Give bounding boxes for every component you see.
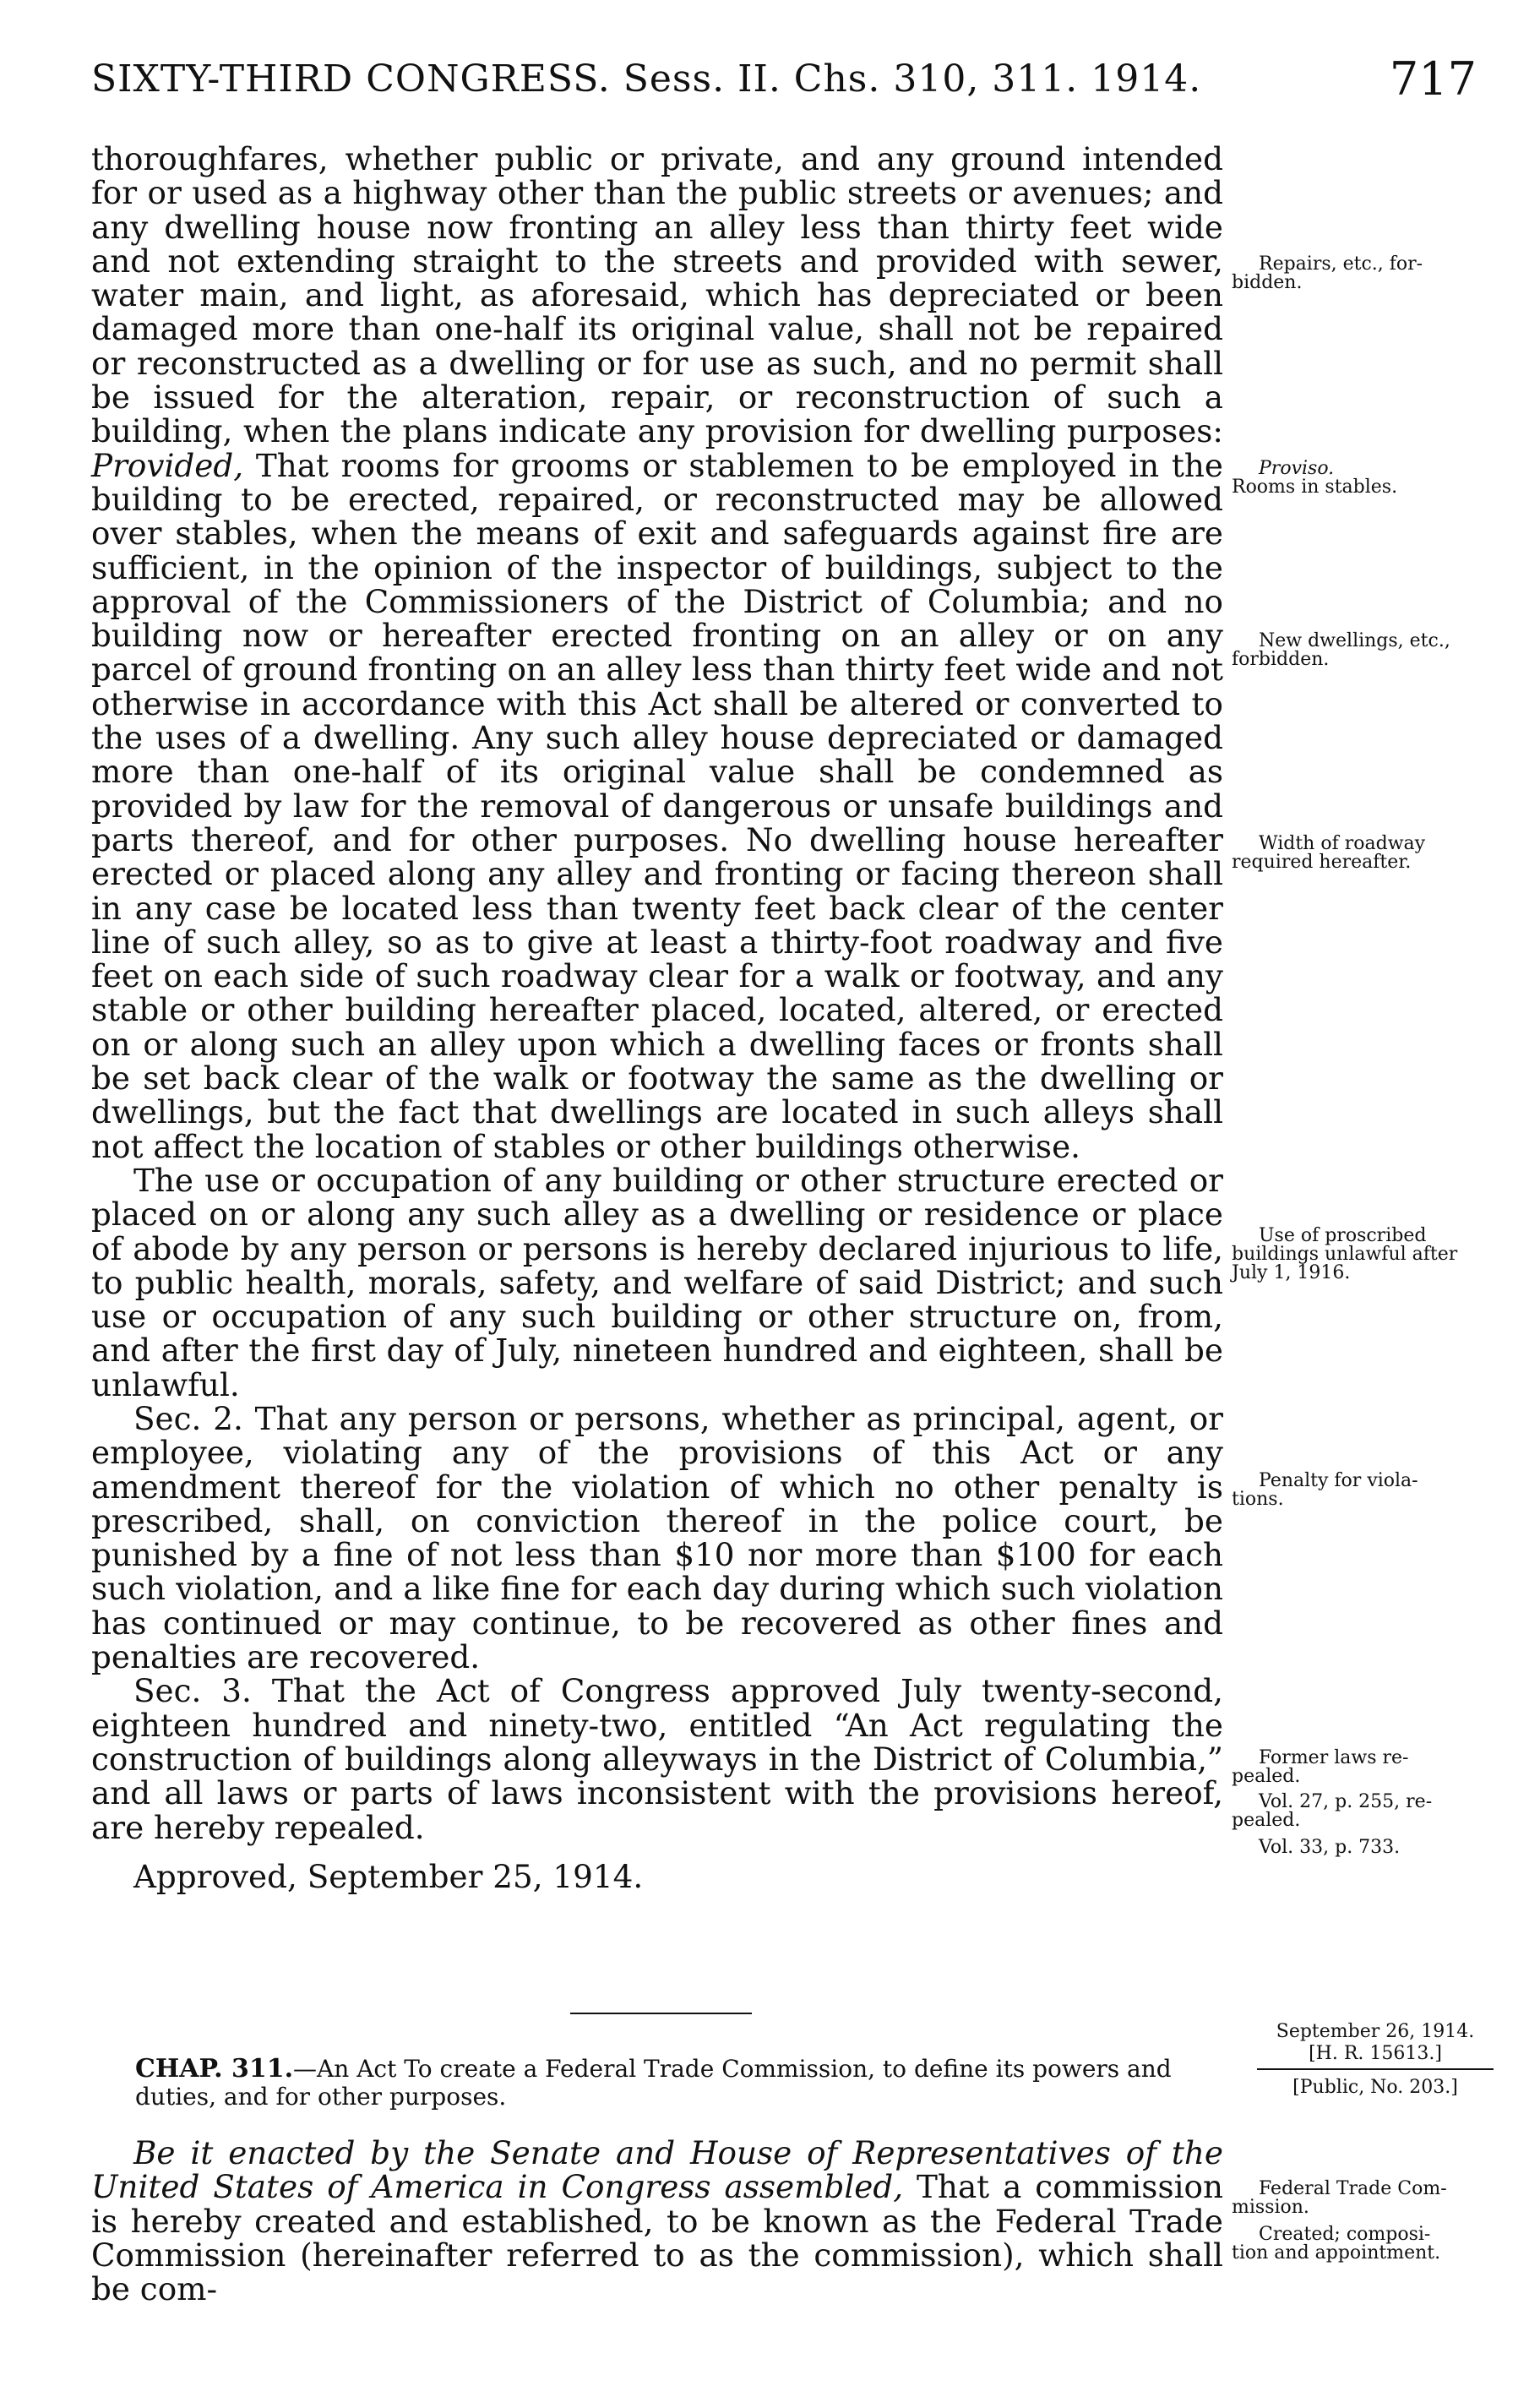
margin-note: Vol. 27, p. 255, re- pealed.	[1232, 1791, 1433, 1831]
section-divider	[570, 2013, 752, 2014]
section-2: Sec. 2. That any person or persons, whether as principal, agent, or employee, violating any of the provisions of this Act or any amendment thereof for the violation of which no other penalty is prescribed, shall, on conviction thereof in the police court, be punished by a fine of not less than $10 nor more than $100 for each such violation, and a like fine for each day during which such violation has continued or may continue, to be recovered as other fines and penalties are recovered.	[91, 1399, 1223, 1676]
margin-note: Former laws re- pealed.	[1232, 1747, 1409, 1787]
enacting-text: That a commission is hereby created and established, to be known as the Federal Trade Commission (hereinafter referred to as the commission), which shall be com-	[91, 2168, 1223, 2308]
margin-note: Width of roadway required hereafter.	[1232, 833, 1426, 873]
margin-note: Use of proscribed buildings unlawful after July 1, 1916.	[1232, 1225, 1458, 1283]
margin-note: Proviso. Rooms in stables.	[1232, 458, 1398, 498]
bill-number: [H. R. 15613.]	[1309, 2043, 1442, 2064]
chapter-310-body	[91, 142, 1223, 1893]
margin-note: Repairs, etc., for- bidden.	[1232, 253, 1423, 293]
chapter-date: September 26, 1914.	[1276, 2021, 1475, 2042]
enacting-paragraph	[91, 2136, 1223, 2306]
margin-note: New dwellings, etc., forbidden.	[1232, 630, 1450, 670]
chapter-info	[1257, 2021, 1494, 2099]
paragraph-alley-dwellings	[91, 142, 1223, 1163]
margin-note: Vol. 33, p. 733.	[1259, 1837, 1401, 1858]
running-head: SIXTY-THIRD CONGRESS. Sess. II. Chs. 310, 311. 1914.	[91, 57, 1202, 101]
chapter-title: —An Act To create a Federal Trade Commission, to define its powers and duties, and for other purposes.	[135, 2055, 1172, 2111]
page-number: 717	[1389, 52, 1477, 106]
enacting-clause-block	[91, 2136, 1223, 2306]
enacting-clause: Be it enacted by the Senate and House of Representatives of the United States of America in Congress assembled,	[91, 2134, 1223, 2206]
paragraph-use-unlawful: The use or occupation of any building or other structure erected or placed on or along any such alley as a dwelling or residence or place of abode by any person or persons is hereby declared injurious to life, to public health, morals, safety, and welfare of said District; and such use or occupation of any such building or other structure on, from, and after the first day of July, nineteen hundred and eighteen, shall be unlawful.	[91, 1161, 1223, 1403]
chapter-heading	[135, 2055, 1225, 2111]
chapter-info-rule	[1257, 2068, 1494, 2070]
margin-note: Penalty for viola- tions.	[1232, 1470, 1418, 1510]
public-law-number: [Public, No. 203.]	[1292, 2077, 1458, 2098]
chapter-label: CHAP. 311.	[135, 2054, 294, 2084]
paragraph-text: That rooms for grooms or stablemen to be employed in the building to be erected, repaired, or reconstructed may be allowed over stables, when the means of exit and safeguards against fire are sufficient, in the opinion of the inspector of buildings, subject to the approval of the Commissioners of the District of Columbia; and no building now or hereafter erected fronting on an alley or on any parcel of ground fronting on an alley less than thirty feet wide and not otherwise in accordance with this Act shall be altered or converted to the uses of a dwelling. Any such alley house depreciated or damaged more than one-half of its original value shall be condemned as provided by law for the removal of dangerous or unsafe buildings and parts thereof, and for other purposes. No dwelling house hereafter erected or placed along any alley and fronting or facing thereon shall in any case be located less than twenty feet back clear of the center line of such alley, so as to give at least a thirty-foot roadway and five feet on each side of such roadway clear for a walk or footway, and any stable or other building hereafter placed, located, altered, or erected on or along such an alley upon which a dwelling faces or fronts shall be set back clear of the walk or footway the same as the dwelling or dwellings, but the fact that dwellings are located in such alleys shall not affect the location of stables or other buildings otherwise.	[91, 446, 1223, 1165]
approval-date: Approved, September 25, 1914.	[133, 1857, 644, 1895]
margin-note: Created; composi- tion and appointment.	[1232, 2224, 1441, 2264]
section-3: Sec. 3. That the Act of Congress approved July twenty-second, eighteen hundred and ninety-two, entitled “An Act regulating the construction of buildings along alleyways in the District of Columbia,” and all laws or parts of laws inconsistent with the provisions hereof, are hereby repealed.	[91, 1672, 1223, 1846]
proviso-word: Provided,	[91, 446, 244, 484]
paragraph-text: thoroughfares, whether public or private, and any ground intended for or used as a highway other than the public streets or avenues; and any dwelling house now fronting an alley less than thirty feet wide and not extending straight to the streets and provided with sewer, water main, and light, as aforesaid, which has depreciated or been damaged more than one-half its original value, shall not be repaired or reconstructed as a dwelling or for use as such, and no permit shall be issued for the alteration, repair, or reconstruction of such a building, when the plans indicate any provision for dwelling purposes:	[91, 140, 1223, 450]
margin-note: Federal Trade Com- mission.	[1232, 2178, 1447, 2218]
